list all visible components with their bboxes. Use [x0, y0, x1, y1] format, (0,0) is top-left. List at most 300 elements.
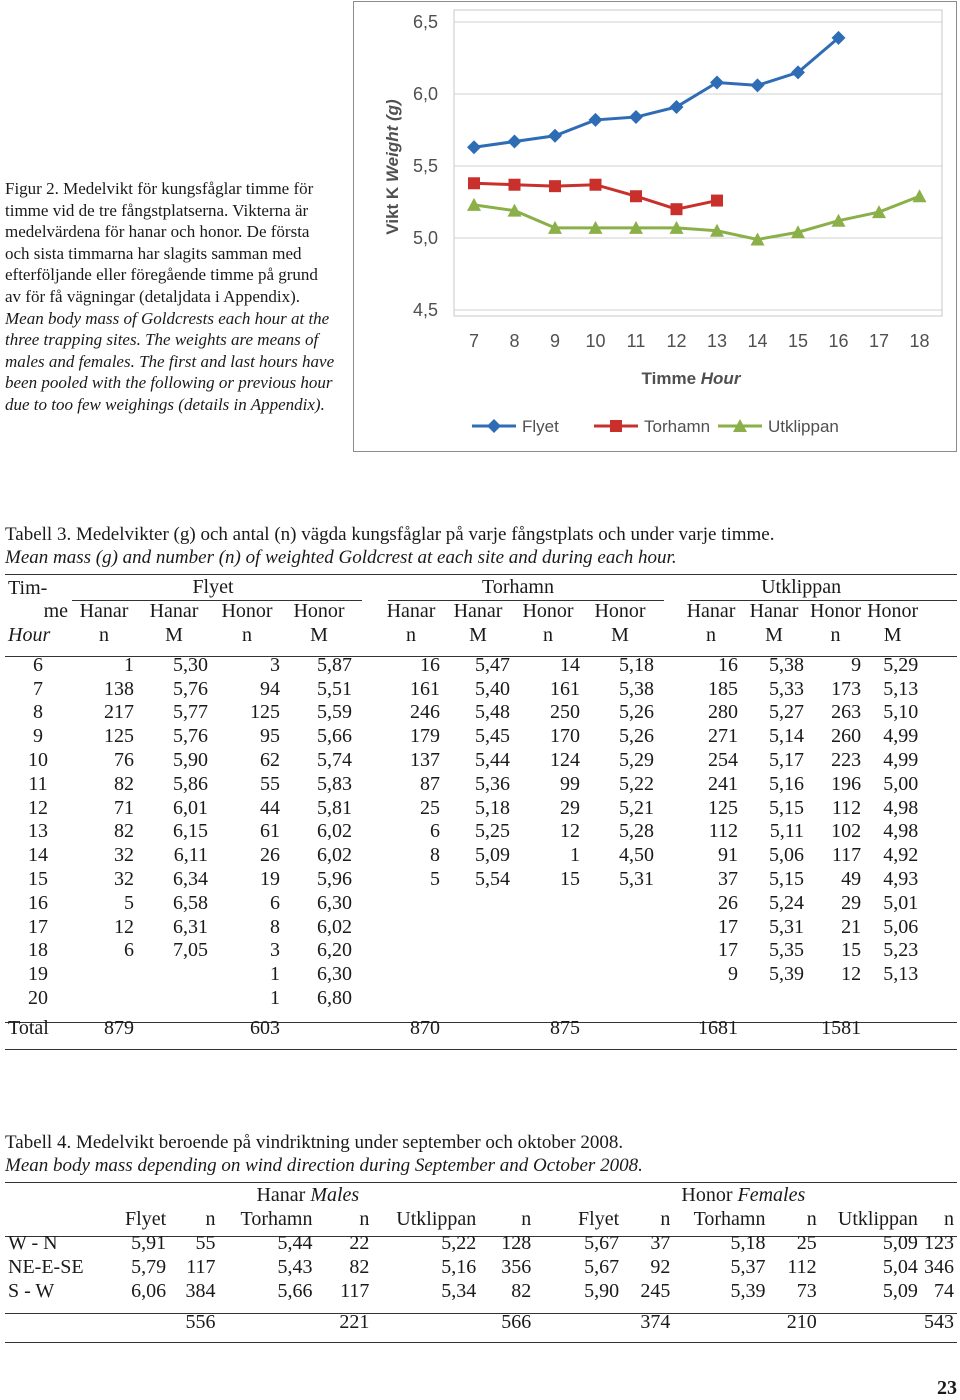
table4-column-header: n [806, 1208, 817, 1231]
table3-sex-header: Honor [810, 600, 862, 623]
table3-spacer [355, 868, 379, 892]
y-tick-label: 6,5 [412, 12, 438, 32]
table3-sex-header: Honor [221, 600, 273, 623]
table3-sex-header: Honor [293, 600, 345, 623]
data-point-torhamn [549, 180, 561, 192]
table3-value-cell: 124 [550, 748, 580, 771]
table3-value-cell: 5,27 [769, 701, 804, 724]
table3-row [5, 653, 957, 677]
table4-column-header: Utklippan [396, 1208, 477, 1231]
table3-spacer [657, 891, 681, 915]
table3-spacer [921, 600, 957, 624]
table4-total-cell [372, 1311, 479, 1335]
table3-stat-header: n [99, 623, 109, 646]
table3-value-cell: 76 [114, 748, 134, 771]
data-point-flyet [548, 129, 562, 143]
table3-value-cell: 125 [104, 725, 134, 748]
table3-value-cell: 5,39 [769, 963, 804, 986]
table3-spacer [657, 1016, 681, 1040]
table3-spacer [921, 1016, 957, 1040]
table3-spacer [355, 653, 379, 677]
table3-stat-header: n [706, 623, 716, 646]
table3-spacer [657, 963, 681, 987]
table3-spacer [355, 987, 379, 1011]
table3-total-cell [443, 1016, 513, 1040]
table4-value-cell: 384 [185, 1279, 216, 1302]
x-tick-label: 7 [468, 331, 480, 351]
table3-value-cell: 15 [560, 867, 580, 890]
table3-value-cell [583, 891, 657, 915]
table3-row [5, 915, 957, 939]
table3-spacer [921, 868, 957, 892]
table4-value-cell: 73 [796, 1279, 817, 1302]
table4-females-sv: Honor [681, 1184, 733, 1207]
table3-value-cell: 5,76 [173, 677, 208, 700]
table3-sex-header-row [5, 600, 957, 624]
table4-total-cell [820, 1311, 921, 1335]
y-axis-title: Vikt K Weight (g) [383, 99, 402, 235]
legend-marker-torhamn [610, 420, 622, 432]
x-tick-label: 17 [868, 331, 890, 351]
x-tick-label: 8 [509, 331, 520, 351]
table3-value-cell: 5,18 [475, 796, 510, 819]
data-point-flyet [508, 135, 522, 149]
table3-value-cell: 15 [841, 939, 862, 962]
table3 [5, 576, 957, 1040]
table3-spacer [657, 844, 681, 868]
y-tick-label: 4,5 [412, 300, 438, 320]
table3-value-cell: 3 [270, 939, 280, 962]
table4-column-header: n [944, 1208, 954, 1231]
table4-value-cell: 5,39 [730, 1279, 766, 1302]
table3-total-label: Total [8, 1016, 49, 1039]
table3-spacer [657, 987, 681, 1011]
table3-total-cell: 1581 [821, 1016, 862, 1039]
table3-spacer [355, 772, 379, 796]
table4-column-header: n [359, 1208, 370, 1231]
table3-spacer [921, 820, 957, 844]
data-point-torhamn [509, 179, 521, 191]
table3-spacer [355, 677, 379, 701]
table3-value-cell: 170 [550, 725, 580, 748]
table4-value-cell: 74 [934, 1279, 954, 1302]
table3-stat-header: n [242, 623, 252, 646]
table3-site-flyet: Flyet [192, 576, 234, 599]
table3-value-cell: 112 [831, 796, 862, 819]
table3-sex-header: Hanar [749, 600, 799, 623]
table3-value-cell: 5,09 [475, 844, 510, 867]
table3-row [5, 963, 957, 987]
table4-total-cell: 543 [924, 1311, 954, 1334]
table4-column-header-row [5, 1208, 957, 1232]
data-point-torhamn [590, 179, 602, 191]
table3-value-cell: 5,36 [475, 772, 510, 795]
table4 [5, 1184, 957, 1335]
table3-value-cell: 250 [550, 701, 580, 724]
table4-column-header: n [521, 1208, 532, 1231]
page-number: 23 [937, 1377, 957, 1399]
table3-value-cell: 16 [718, 653, 738, 676]
table3-value-cell: 25 [420, 796, 440, 819]
table3-sex-header: Hanar [149, 600, 199, 623]
table3-value-cell: 5,51 [317, 677, 352, 700]
table4-males-en: Males [310, 1184, 360, 1207]
table3-value-cell: 44 [260, 796, 280, 819]
table3-value-cell: 5,31 [619, 867, 654, 890]
table3-value-cell: 6,11 [173, 844, 208, 867]
table4-value-cell: 5,18 [730, 1231, 766, 1254]
table3-stat-header-row [5, 624, 957, 648]
table3-hour-cell: 19 [28, 963, 48, 986]
table4-value-cell: 5,67 [584, 1255, 620, 1278]
table3-value-cell [379, 987, 443, 1011]
table4-wind-direction: S - W [8, 1279, 55, 1302]
table4-value-cell: 6,06 [131, 1279, 167, 1302]
table3-value-cell: 95 [260, 725, 280, 748]
table3-value-cell: 5,54 [475, 867, 510, 890]
table3-spacer [921, 796, 957, 820]
table3-value-cell: 5,59 [317, 701, 352, 724]
table4-corner [5, 1208, 95, 1232]
table3-spacer [355, 963, 379, 987]
table3-value-cell: 14 [560, 653, 580, 676]
table4-value-cell: 55 [195, 1231, 216, 1254]
x-tick-label: 11 [626, 331, 646, 351]
table3-value-cell: 29 [841, 891, 862, 914]
table4-total-cell: 221 [339, 1311, 370, 1334]
table3-spacer [355, 1016, 379, 1040]
table3-value-cell: 4,93 [883, 867, 919, 890]
table3-value-cell: 5,77 [173, 701, 208, 724]
table3-value-cell: 102 [831, 820, 862, 843]
table3-value-cell [71, 987, 137, 1011]
data-point-utklippan [913, 189, 927, 202]
table3-value-cell: 6,34 [173, 867, 208, 890]
table4-value-cell: 5,09 [882, 1231, 918, 1254]
table3-site-header-row [5, 576, 957, 600]
table3-value-cell: 5,21 [619, 796, 654, 819]
table3-value-cell: 254 [708, 748, 738, 771]
table3-value-cell [807, 987, 864, 1011]
table3-value-cell: 5,22 [619, 772, 654, 795]
data-point-flyet [629, 110, 643, 124]
table4-row [5, 1255, 957, 1279]
table3-hour-cell: 8 [33, 701, 43, 724]
table4-value-cell: 5,66 [277, 1279, 313, 1302]
table3-value-cell: 32 [114, 867, 134, 890]
table3-value-cell: 5,96 [317, 867, 352, 890]
legend-label-flyet: Flyet [522, 417, 559, 436]
table3-value-cell [513, 891, 583, 915]
table3-value-cell: 6,02 [317, 844, 352, 867]
table4-value-cell: 5,67 [584, 1231, 620, 1254]
table3-stat-header: M [310, 623, 328, 646]
table3-value-cell: 5,48 [475, 701, 510, 724]
table3-value-cell: 6,30 [317, 891, 352, 914]
table3-value-cell: 6,02 [317, 915, 352, 938]
table3-sex-header: Honor [867, 600, 919, 623]
table3-value-cell: 5,44 [475, 748, 510, 771]
table3-spacer [657, 677, 681, 701]
table3-hour-header-2: me [43, 600, 68, 623]
table3-value-cell: 263 [831, 701, 862, 724]
table3-stat-header: M [165, 623, 183, 646]
x-tick-label: 15 [787, 331, 809, 351]
table3-value-cell: 5,26 [619, 725, 654, 748]
table3-value-cell: 5,17 [769, 748, 804, 771]
table3-row [5, 844, 957, 868]
table3-spacer [657, 624, 681, 648]
table3-value-cell: 16 [420, 653, 440, 676]
table4-caption [5, 1131, 643, 1177]
table3-value-cell [443, 987, 513, 1011]
table4-value-cell: 5,09 [882, 1279, 918, 1302]
table3-hour-cell: 15 [28, 867, 48, 890]
table3-value-cell: 5,01 [883, 891, 919, 914]
table4-value-cell: 82 [511, 1279, 532, 1302]
x-tick-label: 14 [747, 331, 768, 351]
table3-stat-header: n [406, 623, 416, 646]
table3-spacer [657, 600, 681, 624]
table3-value-cell: 87 [420, 772, 440, 795]
legend-label-torhamn: Torhamn [644, 417, 711, 436]
x-axis-title: Timme Hour [641, 369, 741, 388]
table3-value-cell: 5,45 [475, 725, 510, 748]
table4-value-cell: 128 [501, 1231, 532, 1254]
table3-value-cell: 280 [708, 701, 738, 724]
table3-hour-cell: 12 [28, 796, 48, 819]
table3-spacer [355, 624, 379, 648]
table3-value-cell: 260 [831, 725, 862, 748]
table3-spacer [921, 677, 957, 701]
table3-value-cell: 19 [260, 867, 280, 890]
table3-value-cell: 4,98 [883, 796, 919, 819]
table3-value-cell: 5,26 [619, 701, 654, 724]
data-point-torhamn [711, 195, 723, 207]
table3-total-cell [137, 1016, 211, 1040]
table4-column-header: Utklippan [837, 1208, 918, 1231]
table3-hour-cell: 11 [28, 772, 48, 795]
table4-total-cell: 210 [786, 1311, 817, 1334]
table3-bottom-rule [5, 1049, 957, 1050]
table3-value-cell: 5,06 [769, 844, 804, 867]
table4-wind-direction: W - N [8, 1231, 58, 1254]
table4-value-cell: 117 [340, 1279, 370, 1302]
table4-value-cell: 5,43 [277, 1255, 313, 1278]
table3-row [5, 796, 957, 820]
table3-total-cell: 879 [104, 1016, 134, 1039]
table4-value-cell: 356 [501, 1255, 532, 1278]
table4-value-cell: 245 [640, 1279, 671, 1302]
table4-value-cell: 5,44 [277, 1231, 313, 1254]
table3-value-cell: 6,02 [317, 820, 352, 843]
table3-total-cell: 1681 [698, 1016, 738, 1039]
table4-column-header: Torhamn [240, 1208, 313, 1231]
table3-value-cell: 6,01 [173, 796, 208, 819]
table3-value-cell: 49 [841, 867, 862, 890]
table3-top-rule [5, 574, 957, 575]
table3-sex-header: Hanar [79, 600, 129, 623]
table4-caption-english: Mean body mass depending on wind direction during September and October 2008. [5, 1155, 643, 1176]
table3-value-cell [583, 939, 657, 963]
table3-value-cell: 138 [104, 677, 134, 700]
table3-value-cell: 6,20 [317, 939, 352, 962]
table4-value-cell: 346 [924, 1255, 954, 1278]
table3-spacer [921, 701, 957, 725]
table3-value-cell: 55 [260, 772, 280, 795]
table3-value-cell: 5,10 [883, 701, 919, 724]
table3-spacer [355, 749, 379, 773]
table4-value-cell: 5,37 [730, 1255, 766, 1278]
table4-total-cell [95, 1311, 170, 1335]
table3-value-cell [583, 963, 657, 987]
table3-value-cell: 196 [831, 772, 862, 795]
table3-hour-cell: 17 [28, 915, 48, 938]
x-tick-label: 18 [909, 331, 930, 351]
data-point-flyet [589, 113, 603, 127]
table3-value-cell: 82 [114, 820, 134, 843]
table3-value-cell [741, 987, 807, 1011]
table3-value-cell: 5,87 [317, 653, 352, 676]
table3-value-cell: 5,29 [619, 748, 654, 771]
data-point-flyet [467, 140, 481, 154]
table3-value-cell: 8 [270, 915, 280, 938]
table3-value-cell: 161 [410, 677, 440, 700]
table4-column-header: Flyet [578, 1208, 620, 1231]
table3-sex-header: Hanar [686, 600, 736, 623]
x-tick-label: 9 [549, 331, 561, 351]
table4-value-cell: 37 [650, 1231, 671, 1254]
table3-value-cell: 5,18 [619, 653, 654, 676]
table3-value-cell: 5 [124, 891, 134, 914]
table3-value-cell: 6 [270, 891, 280, 914]
table3-value-cell: 8 [430, 844, 440, 867]
table3-value-cell: 6,31 [173, 915, 208, 938]
table3-spacer [657, 820, 681, 844]
table3-spacer [921, 915, 957, 939]
table3-value-cell: 6,15 [173, 820, 208, 843]
table3-hour-cell: 7 [33, 677, 43, 700]
table3-value-cell [379, 963, 443, 987]
series-line-flyet [474, 38, 839, 147]
table3-row [5, 677, 957, 701]
table3-spacer [657, 772, 681, 796]
figure-caption-english: Mean body mass of Goldcrests each hour at the three trapping sites. The weights are means of males and females. The first and last hours have been pooled with the following or previous hour due to too few weighings (details in Appendix). [5, 308, 335, 414]
table3-value-cell: 4,92 [883, 844, 919, 867]
table3-spacer [355, 820, 379, 844]
table4-value-cell: 22 [349, 1231, 370, 1254]
table3-value-cell: 161 [550, 677, 580, 700]
table3-stat-header: M [765, 623, 783, 646]
table3-value-cell [583, 987, 657, 1011]
table3-spacer [657, 915, 681, 939]
table4-group-header-row [5, 1184, 957, 1208]
table3-value-cell: 271 [708, 725, 738, 748]
table3-spacer [657, 653, 681, 677]
table3-value-cell: 185 [708, 677, 738, 700]
table3-value-cell: 1 [270, 986, 280, 1009]
table4-wind-direction: NE-E-SE [8, 1255, 84, 1278]
table3-value-cell: 4,98 [883, 820, 919, 843]
table3-spacer [657, 749, 681, 773]
table3-total-cell: 870 [410, 1016, 440, 1039]
x-tick-label: 12 [666, 331, 687, 351]
table4-value-cell: 5,16 [441, 1255, 477, 1278]
table4-value-cell: 117 [186, 1255, 216, 1278]
table3-value-cell: 5,13 [883, 677, 919, 700]
table3-value-cell: 217 [104, 701, 134, 724]
table3-spacer [355, 891, 379, 915]
weight-chart [353, 1, 957, 452]
table3-value-cell: 125 [708, 796, 738, 819]
table3-value-cell [513, 939, 583, 963]
table3-value-cell: 5,15 [769, 796, 804, 819]
table3-value-cell: 21 [841, 915, 862, 938]
table4-column-header: n [205, 1208, 216, 1231]
table4-females-header [673, 1184, 921, 1208]
table3-site-utklippan: Utklippan [761, 576, 842, 599]
table3-value-cell: 29 [560, 796, 580, 819]
table3-sex-header: Honor [522, 600, 574, 623]
table3-total-cell [283, 1016, 355, 1040]
table3-value-cell [513, 963, 583, 987]
table3-stat-header: M [469, 623, 487, 646]
table3-value-cell: 17 [718, 915, 738, 938]
table3-total-cell [741, 1016, 807, 1040]
table4-total-cell: 374 [640, 1311, 671, 1334]
table3-total-cell: 603 [250, 1016, 280, 1039]
table3-value-cell: 7,05 [173, 939, 208, 962]
table3-row [5, 749, 957, 773]
table3-value-cell [71, 963, 137, 987]
table3-value-cell: 5,28 [619, 820, 654, 843]
table3-value-cell: 179 [410, 725, 440, 748]
table3-value-cell: 5,15 [769, 867, 804, 890]
table3-value-cell: 4,99 [883, 748, 919, 771]
table3-spacer [657, 939, 681, 963]
data-point-torhamn [468, 177, 480, 189]
table3-value-cell: 1 [270, 963, 280, 986]
table3-value-cell: 5,38 [769, 653, 804, 676]
legend-label-utklippan: Utklippan [768, 417, 839, 436]
table3-spacer [657, 725, 681, 749]
table3-value-cell: 117 [831, 844, 862, 867]
data-point-flyet [710, 75, 724, 89]
table3-spacer [921, 653, 957, 677]
table4-value-cell: 82 [349, 1255, 370, 1278]
table4-total-cell: 566 [501, 1311, 532, 1334]
data-point-flyet [670, 100, 684, 114]
data-point-flyet [751, 78, 765, 92]
table3-spacer [355, 915, 379, 939]
table3-value-cell: 94 [260, 677, 280, 700]
table4-total-cell [218, 1311, 315, 1335]
table3-value-cell: 82 [114, 772, 134, 795]
x-tick-label: 16 [828, 331, 849, 351]
table3-value-cell: 5,35 [769, 939, 804, 962]
table3-caption-swedish: Tabell 3. Medelvikter (g) och antal (n) vägda kungsfåglar på varje fångstplats och under varje timme. [5, 524, 775, 545]
table3-value-cell: 5,24 [769, 891, 804, 914]
table3-hour-cell: 20 [28, 986, 48, 1009]
table4-total-cell [534, 1311, 622, 1335]
table3-spacer [921, 891, 957, 915]
legend-marker-flyet [487, 419, 501, 433]
table4-row [5, 1232, 957, 1256]
table3-value-cell: 6,80 [317, 986, 352, 1009]
table3-value-cell [583, 915, 657, 939]
table4-caption-swedish: Tabell 4. Medelvikt beroende på vindriktning under september och oktober 2008. [5, 1132, 624, 1153]
table4-top-rule [5, 1182, 957, 1183]
